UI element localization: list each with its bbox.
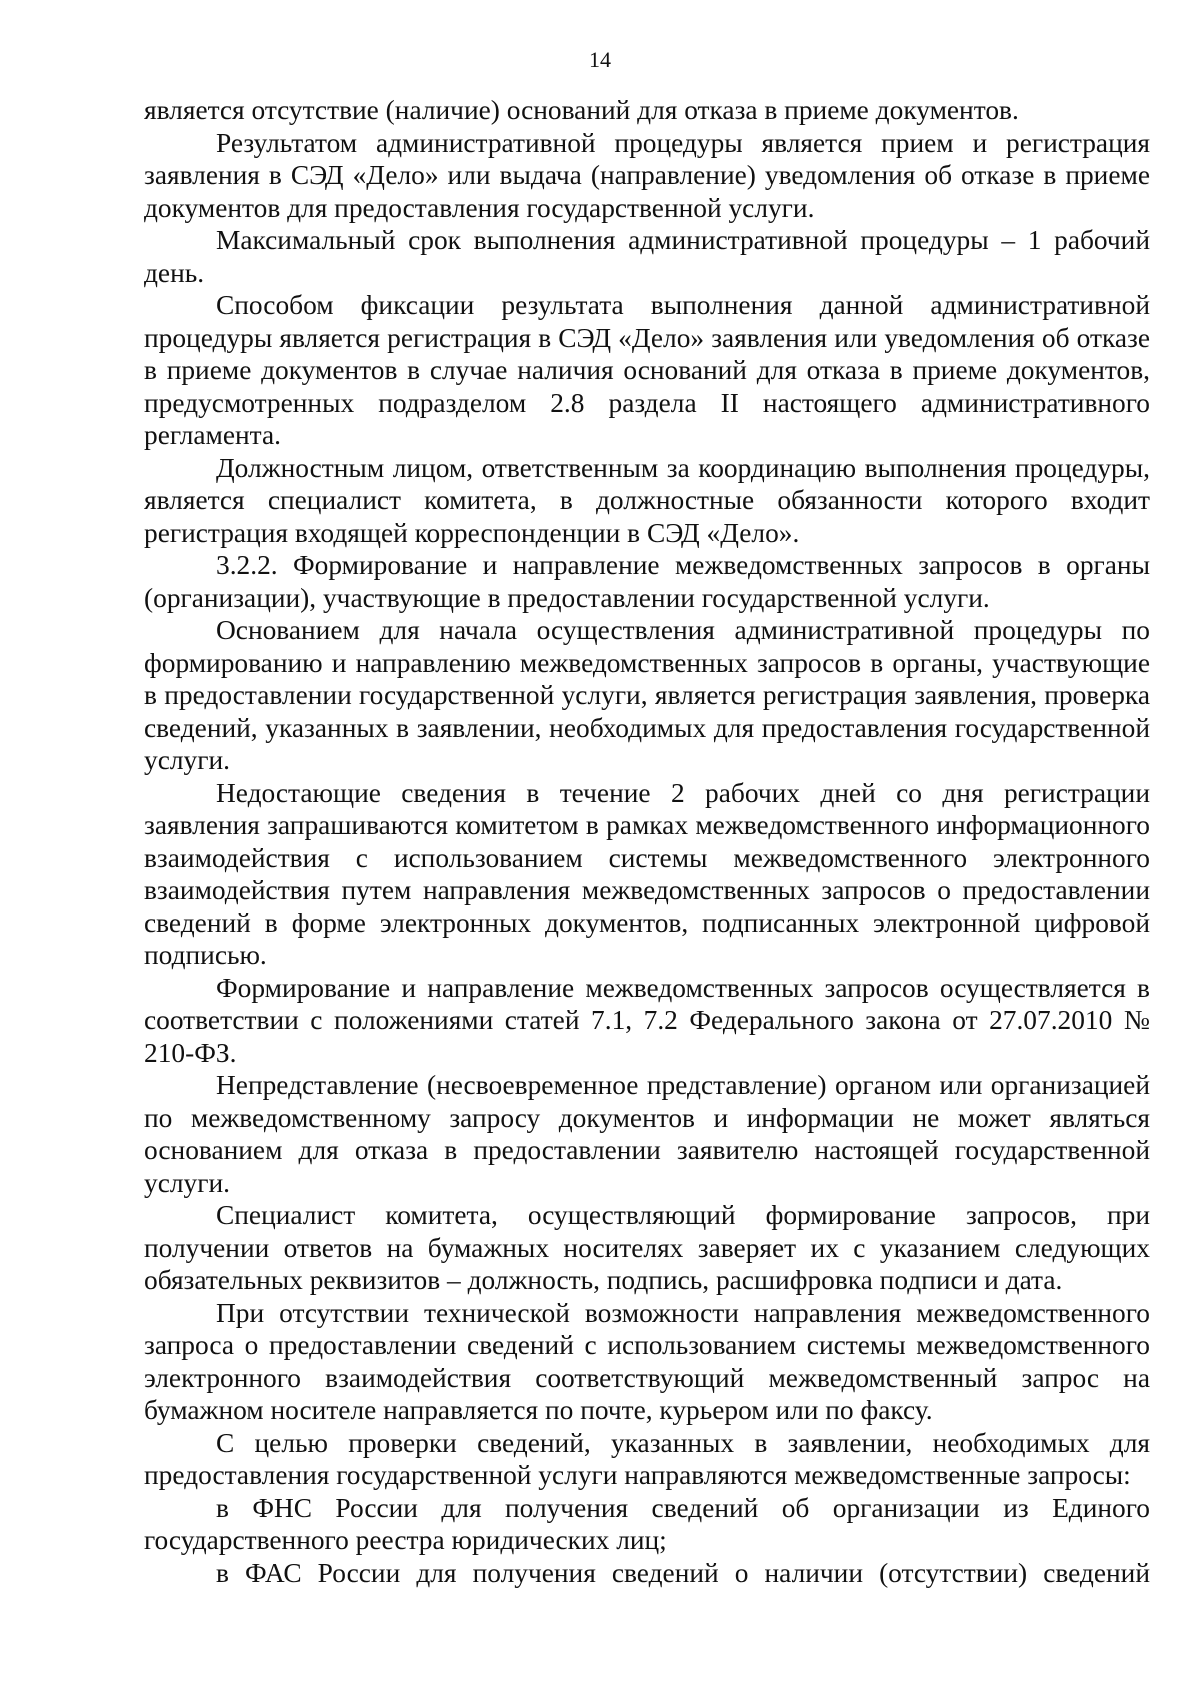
paragraph: Недостающие сведения в течение 2 рабочих дней со дня регистрации заявления запрашиваются комитетом в рамках межведомственного информационного взаимодействия с использованием системы межведомственного электронного взаимодействия путем направления межведомственных запросов о предоставлении сведений в форме электронных документов, подписанных электронной цифровой подписью. bbox=[144, 777, 1150, 970]
paragraph: С целью проверки сведений, указанных в заявлении, необходимых для предоставления государственной услуги направляются межведомственные запросы: bbox=[144, 1427, 1150, 1490]
paragraph: Специалист комитета, осуществляющий формирование запросов, при получении ответов на бумажных носителях заверяет их с указанием следующих обязательных реквизитов – должность, подпись, расшифровка подписи и дата. bbox=[144, 1200, 1150, 1295]
paragraph: Непредставление (несвоевременное представление) органом или организацией по межведомственному запросу документов и информации не может являться основанием для отказа в предоставлении заявителю настоящей государственной услуги. bbox=[144, 1070, 1150, 1198]
paragraph: Максимальный срок выполнения административной процедуры – 1 рабочий день. bbox=[144, 225, 1150, 288]
list-item: в ФАС России для получения сведений о наличии (отсутствии) сведений bbox=[216, 1557, 1150, 1588]
section-heading-paragraph: 3.2.2. Формирование и направление межведомственных запросов в органы (организации), участвующие в предоставлении государственной услуги. bbox=[144, 550, 1150, 613]
paragraph: Результатом административной процедуры является прием и регистрация заявления в СЭД «Дело» или выдача (направление) уведомления об отказе в приеме документов для предоставления государственной услуги. bbox=[144, 127, 1150, 223]
paragraph: Способом фиксации результата выполнения данной административной процедуры является регистрация в СЭД «Дело» заявления или уведомления об отказе в приеме документов в случае наличия оснований для отказа в приеме документов, предусмотренных подразделом 2.8 раздела II настоящего административного регламента. bbox=[144, 290, 1150, 450]
paragraph: Основанием для начала осуществления административной процедуры по формированию и направлению межведомственных запросов в органы, участвующие в предоставлении государственной услуги, является регистрация заявления, проверка сведений, указанных в заявлении, необходимых для предоставления государственной услуги. bbox=[144, 615, 1150, 775]
paragraph: Должностным лицом, ответственным за координацию выполнения процедуры, является специалист комитета, в должностные обязанности которого входит регистрация входящей корреспонденции в СЭД «Дело». bbox=[144, 452, 1150, 548]
list-item: в ФНС России для получения сведений об организации из Единого государственного реестра юридических лиц; bbox=[144, 1492, 1150, 1555]
page-number: 14 bbox=[589, 47, 611, 72]
paragraph: При отсутствии технической возможности направления межведомственного запроса о предоставлении сведений с использованием системы межведомственного электронного взаимодействия соответствующий межведомственный запрос на бумажном носителе направляется по почте, курьером или по факсу. bbox=[144, 1297, 1150, 1425]
paragraph-continuation: является отсутствие (наличие) оснований для отказа в приеме документов. bbox=[144, 95, 1019, 125]
paragraph: Формирование и направление межведомственных запросов осуществляется в соответствии с положениями статей 7.1, 7.2 Федерального закона от 27.07.2010 № 210-ФЗ. bbox=[144, 972, 1150, 1068]
document-body bbox=[144, 94, 1150, 1589]
